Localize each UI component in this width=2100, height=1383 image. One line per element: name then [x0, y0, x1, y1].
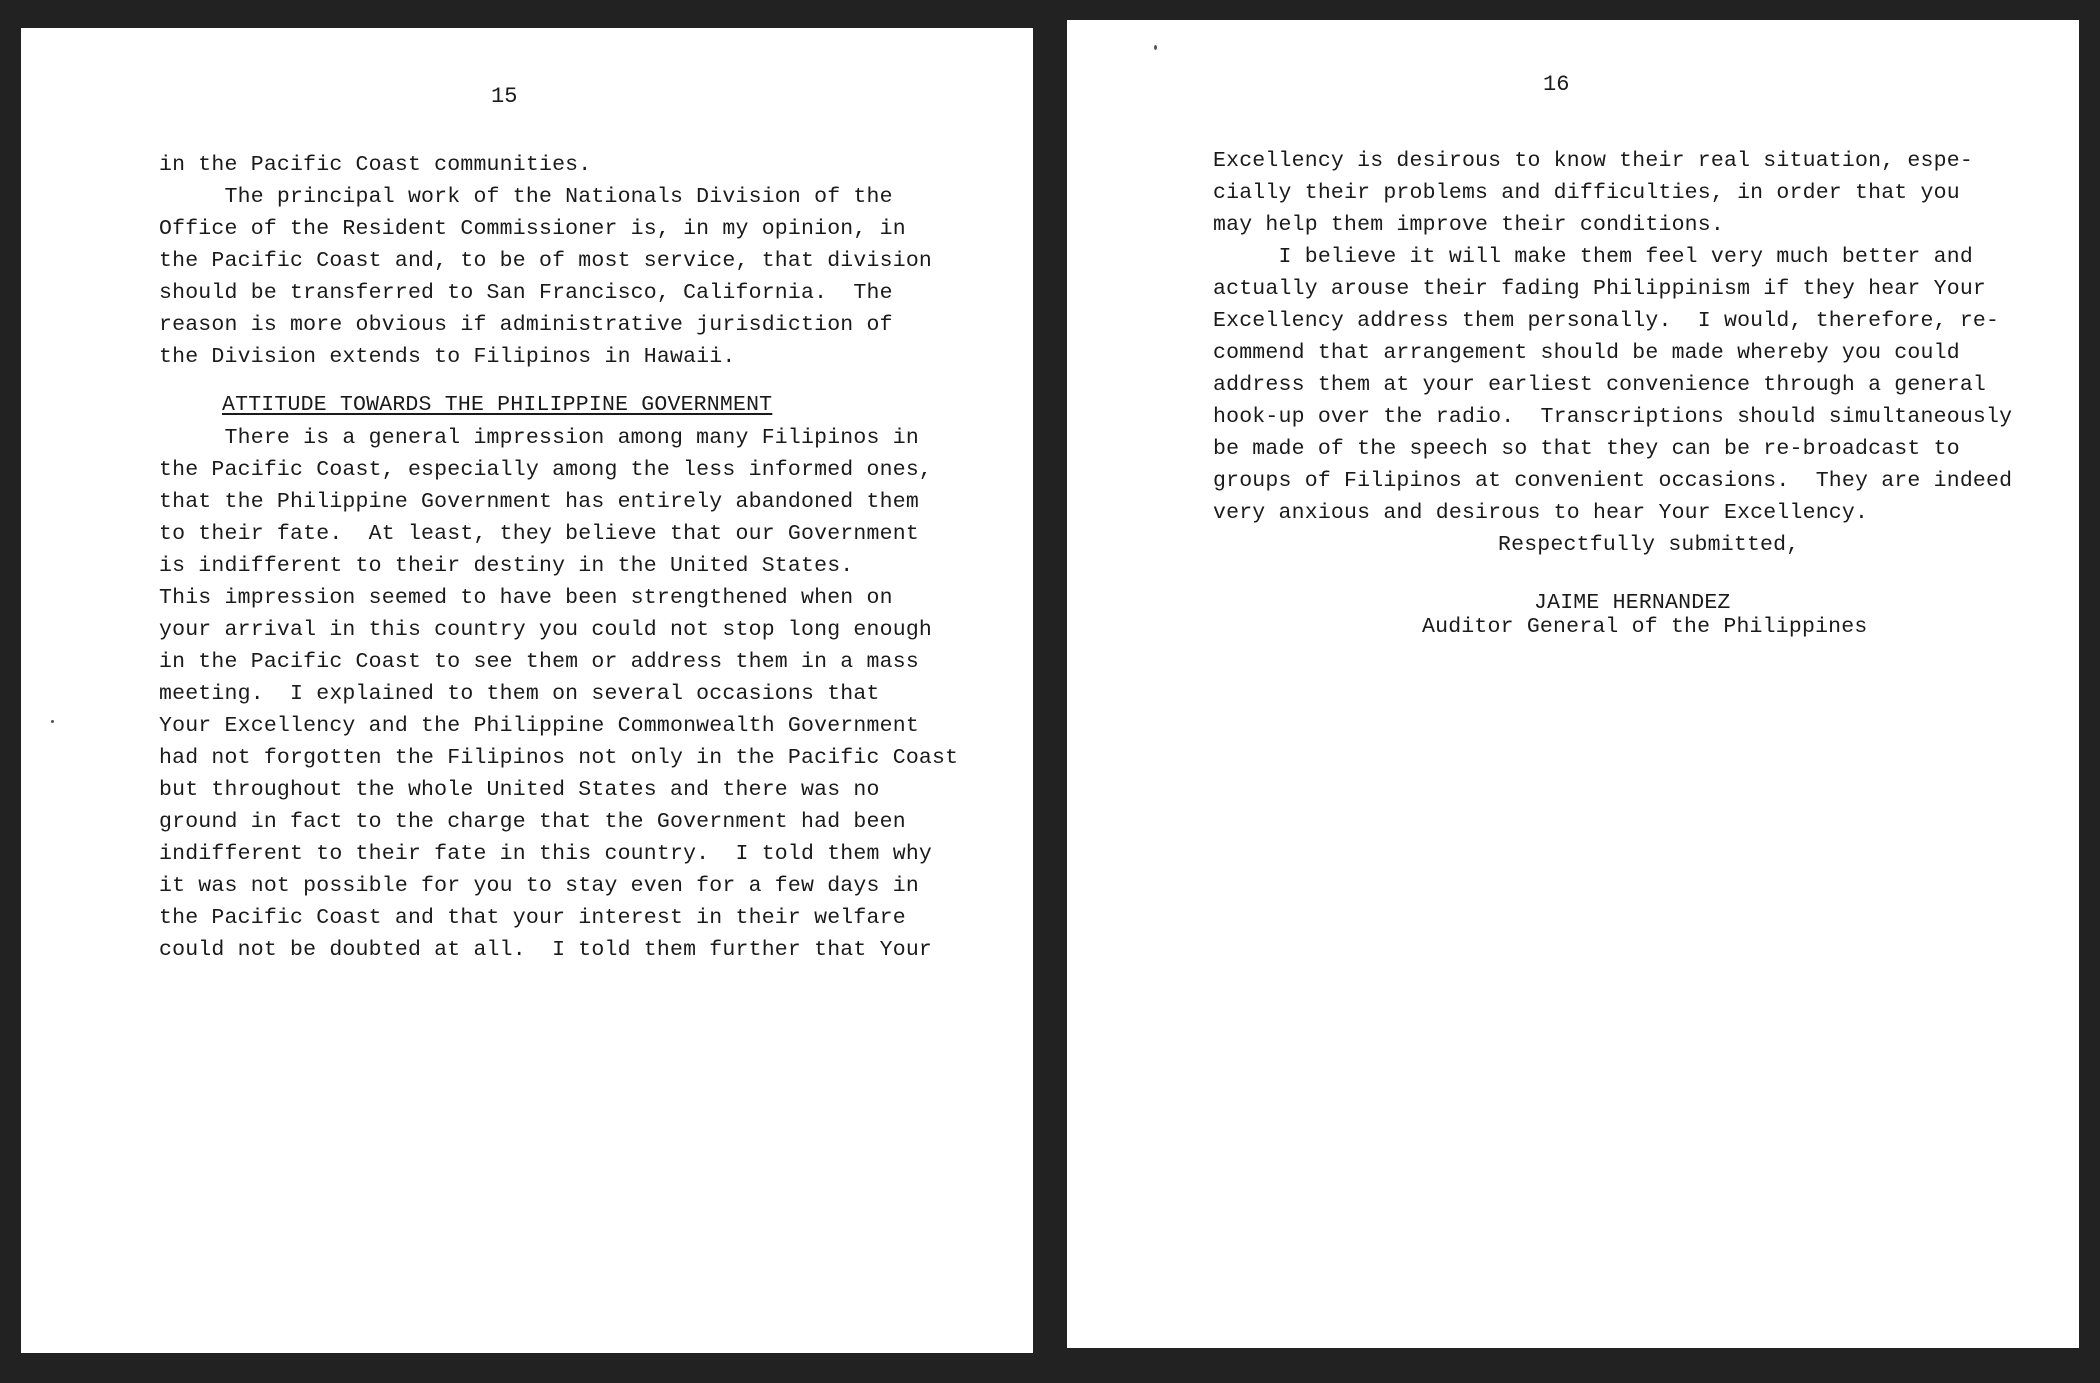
body-line: your arrival in this country you could not stop long enough — [159, 618, 933, 642]
body-line: The principal work of the Nationals Division of the — [159, 185, 893, 209]
body-line: I believe it will make them feel very much better and — [1213, 245, 1973, 269]
body-line: Your Excellency and the Philippine Commonwealth Government — [159, 714, 919, 738]
body-line: This impression seemed to have been strengthened when on — [159, 586, 893, 610]
page-number: 16 — [1543, 72, 1570, 97]
body-line: that the Philippine Government has entirely abandoned them — [159, 490, 919, 514]
body-line: to their fate. At least, they believe that our Government — [159, 522, 919, 546]
paper-speck — [51, 720, 54, 723]
body-line: commend that arrangement should be made whereby you could — [1213, 341, 1960, 365]
page-number: 15 — [491, 84, 518, 109]
body-line: Office of the Resident Commissioner is, in my opinion, in — [159, 217, 906, 241]
body-line: reason is more obvious if administrative jurisdiction of — [159, 313, 893, 337]
body-line: may help them improve their conditions. — [1213, 213, 1724, 237]
body-line: actually arouse their fading Philippinism if they hear Your — [1213, 277, 1987, 301]
body-line: indifferent to their fate in this country. I told them why — [159, 842, 933, 866]
body-line: in the Pacific Coast communities. — [159, 153, 592, 177]
section-heading: ATTITUDE TOWARDS THE PHILIPPINE GOVERNMENT — [222, 393, 773, 417]
closing: Respectfully submitted, — [1498, 533, 1800, 557]
body-line: There is a general impression among many Filipinos in — [159, 426, 919, 450]
body-line: in the Pacific Coast to see them or address them in a mass — [159, 650, 919, 674]
signer-name: JAIME HERNANDEZ — [1534, 591, 1731, 615]
body-line: is indifferent to their destiny in the United States. — [159, 554, 854, 578]
body-line: had not forgotten the Filipinos not only in the Pacific Coast — [159, 746, 959, 770]
body-line: ground in fact to the charge that the Government had been — [159, 810, 906, 834]
body-line: meeting. I explained to them on several occasions that — [159, 682, 880, 706]
body-line: groups of Filipinos at convenient occasions. They are indeed — [1213, 469, 2013, 493]
body-line: the Pacific Coast and, to be of most service, that division — [159, 249, 933, 273]
body-line: could not be doubted at all. I told them further that Your — [159, 938, 933, 962]
body-line: Excellency is desirous to know their real situation, espe- — [1213, 149, 1973, 173]
body-line: the Division extends to Filipinos in Hawaii. — [159, 345, 736, 369]
body-line: the Pacific Coast and that your interest in their welfare — [159, 906, 906, 930]
body-line: it was not possible for you to stay even for a few days in — [159, 874, 919, 898]
body-line: very anxious and desirous to hear Your Excellency. — [1213, 501, 1869, 525]
page-15 — [21, 28, 1033, 1353]
body-line: cially their problems and difficulties, in order that you — [1213, 181, 1960, 205]
paper-speck — [1154, 45, 1157, 50]
body-line: address them at your earliest convenience through a general — [1213, 373, 1987, 397]
body-line: the Pacific Coast, especially among the less informed ones, — [159, 458, 933, 482]
body-line: Excellency address them personally. I would, therefore, re- — [1213, 309, 2000, 333]
signer-title: Auditor General of the Philippines — [1422, 615, 1868, 639]
body-line: should be transferred to San Francisco, California. The — [159, 281, 893, 305]
body-line: hook-up over the radio. Transcriptions should simultaneously — [1213, 405, 2013, 429]
body-line: but throughout the whole United States and there was no — [159, 778, 880, 802]
body-line: be made of the speech so that they can be re-broadcast to — [1213, 437, 1960, 461]
page-16 — [1067, 20, 2079, 1348]
